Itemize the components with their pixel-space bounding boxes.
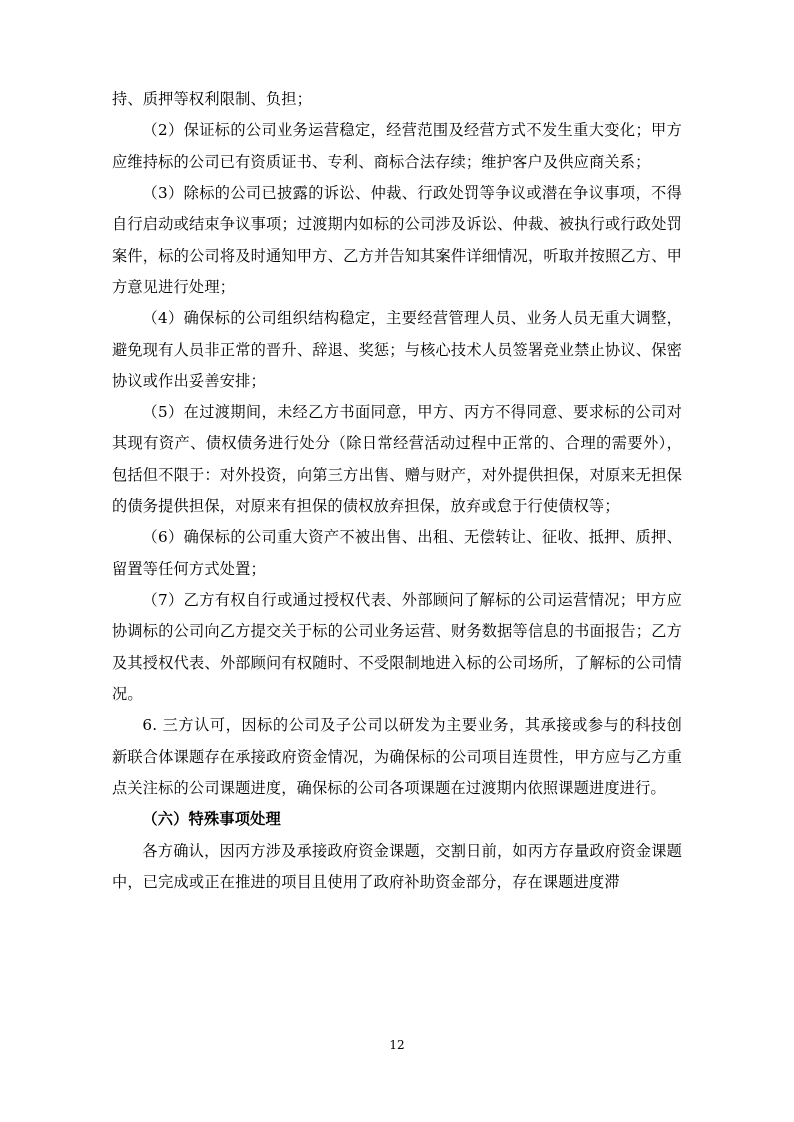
paragraph: （7）乙方有权自行或通过授权代表、外部顾问了解标的公司运营情况；甲方应协调标的公司向乙方提交关于标的公司业务运营、财务数据等信息的书面报告；乙方及其授权代表、外部顾问有权随时、不受限制地进入标的公司场所，了解标的公司情况。: [112, 591, 682, 703]
paragraph: （6）确保标的公司重大资产不被出售、出租、无偿转让、征收、抵押、质押、留置等任何方式处置；: [112, 528, 682, 578]
paragraph: （5）在过渡期间，未经乙方书面同意，甲方、丙方不得同意、要求标的公司对其现有资产、债权债务进行处分（除日常经营活动过程中正常的、合理的需要外），包括但不限于：对外投资，向第三方出售、赠与财产，对外提供担保，对原来无担保的债务提供担保，对原来有担保的债权放弃担保，放弃或怠于行使债权等；: [112, 403, 682, 516]
page-number: 12: [389, 1038, 405, 1052]
paragraph: （4）确保标的公司组织结构稳定，主要经营管理人员、业务人员无重大调整，避免现有人员非正常的晋升、辞退、奖惩；与核心技术人员签署竞业禁止协议、保密协议或作出妥善安排；: [112, 309, 682, 390]
paragraph: 6. 三方认可，因标的公司及子公司以研发为主要业务，其承接或参与的科技创新联合体课题存在承接政府资金情况，为确保标的公司项目连贯性，甲方应与乙方重点关注标的公司课题进度，确保标的公司各项课题在过渡期内依照课题进度进行。: [112, 716, 682, 797]
document-body: [112, 84, 682, 898]
paragraph: 持、质押等权利限制、负担；: [112, 90, 313, 108]
paragraph: （2）保证标的公司业务运营稳定，经营范围及经营方式不发生重大变化；甲方应维持标的公司已有资质证书、专利、商标合法存续；维护客户及供应商关系；: [112, 121, 682, 171]
paragraph: 各方确认，因丙方涉及承接政府资金课题，交割日前，如丙方存量政府资金课题中，已完成或正在推进的项目且使用了政府补助资金部分，存在课题进度滞: [112, 841, 682, 891]
paragraph: （3）除标的公司已披露的诉讼、仲裁、行政处罚等争议或潜在争议事项，不得自行启动或结束争议事项；过渡期内如标的公司涉及诉讼、仲裁、被执行或行政处罚案件，标的公司将及时通知甲方、乙方并告知其案件详细情况，听取并按照乙方、甲方意见进行处理；: [112, 183, 682, 296]
section-heading: （六）特殊事项处理: [142, 810, 281, 829]
